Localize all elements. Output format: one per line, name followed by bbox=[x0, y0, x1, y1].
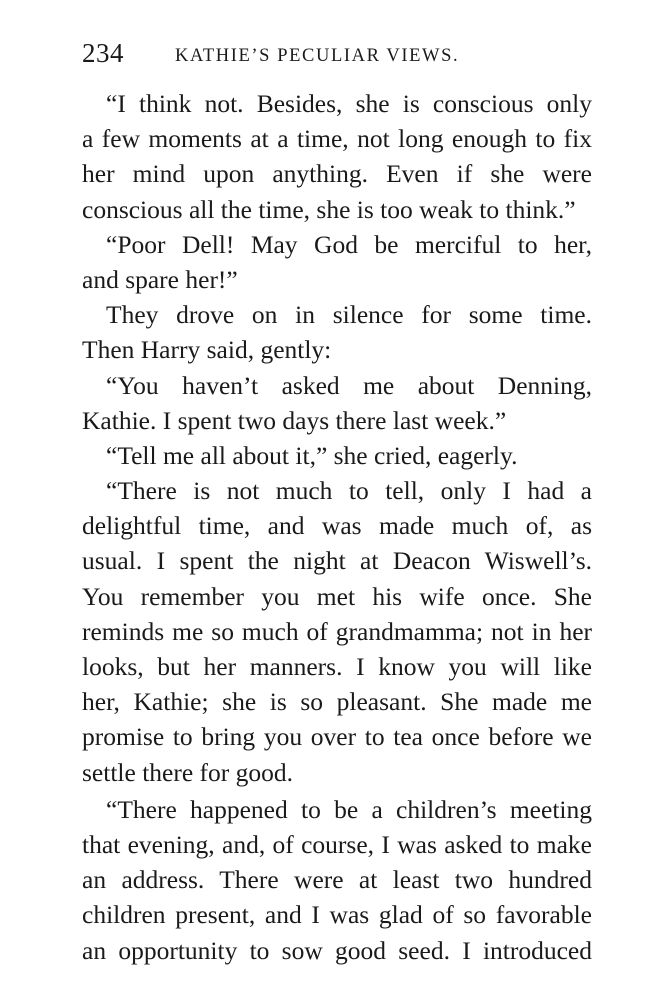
text-line: her mind upon anything. Even if she were bbox=[82, 159, 592, 189]
text-line: reminds me so much of grandmamma; not in her bbox=[82, 616, 592, 646]
text-line: “I think not. Besides, she is conscious only bbox=[106, 89, 592, 118]
text-line: her, Kathie; she is so pleasant. She made me bbox=[82, 687, 592, 717]
text-line: and spare her!” bbox=[82, 264, 238, 294]
page-number: 234 bbox=[82, 38, 124, 68]
text-line: usual. I spent the night at Deacon Wiswell’s. bbox=[82, 546, 592, 576]
text-line: “You haven’t asked me about Denning, bbox=[106, 370, 592, 400]
text-line: “There is not much to tell, only I had a bbox=[106, 476, 592, 506]
text-line: that evening, and, of course, I was asked to make bbox=[82, 829, 592, 859]
text-line: “Poor Dell! May God be merciful to her, bbox=[106, 229, 592, 259]
text-line: an opportunity to sow good seed. I introduced bbox=[82, 935, 592, 965]
text-line: children present, and I was glad of so favorable bbox=[82, 900, 592, 930]
text-line: “There happened to be a children’s meeting bbox=[106, 794, 592, 824]
running-title: KATHIE’S PECULIAR VIEWS. bbox=[175, 46, 460, 66]
text-line: You remember you met his wife once. She bbox=[82, 581, 592, 611]
text-line: conscious all the time, she is too weak to think.” bbox=[82, 194, 576, 224]
text-line: They drove on in silence for some time. bbox=[106, 300, 592, 330]
page-header bbox=[82, 38, 592, 72]
text-line: Kathie. I spent two days there last week.” bbox=[82, 405, 507, 435]
text-line: an address. There were at least two hundred bbox=[82, 865, 592, 895]
text-line: Then Harry said, gently: bbox=[82, 335, 332, 365]
text-line: delightful time, and was made much of, as bbox=[82, 511, 592, 541]
text-line: settle there for good. bbox=[82, 757, 294, 787]
text-line: a few moments at a time, not long enough to fix bbox=[82, 124, 592, 154]
text-line: “Tell me all about it,” she cried, eagerly. bbox=[106, 440, 518, 470]
text-line: promise to bring you over to tea once before we bbox=[82, 722, 592, 752]
body-text bbox=[82, 86, 592, 968]
text-line: looks, but her manners. I know you will like bbox=[82, 652, 592, 681]
